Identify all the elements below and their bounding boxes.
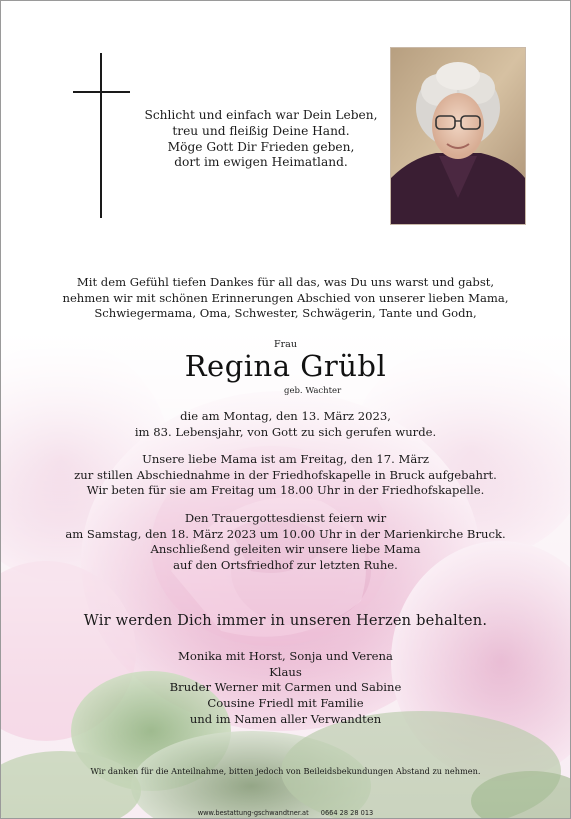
- mourner-line: und im Namen aller Verwandten: [189, 711, 382, 726]
- intro-line: Schwiegermama, Oma, Schwester, Schwägerin, Tante und Godn,: [94, 306, 477, 321]
- laying-out-line: zur stillen Abschiednahme in der Friedhofskapelle in Bruck aufgebahrt.: [74, 467, 497, 482]
- service-line: Anschließend geleiten wir unsere liebe Mama: [150, 542, 421, 557]
- poem-line: treu und fleißig Deine Hand.: [172, 123, 350, 138]
- death-line: die am Montag, den 13. März 2023,: [180, 409, 391, 423]
- mourner-line: Klaus: [269, 664, 302, 679]
- poem: [131, 108, 391, 171]
- poem-line: Schlicht und einfach war Dein Leben,: [144, 108, 378, 122]
- death-notice: [21, 409, 550, 440]
- cross-icon: [73, 53, 130, 218]
- mourner-line: Cousine Friedl mit Familie: [207, 696, 364, 711]
- footer-website: www.bestattung-gschwandtner.at: [197, 809, 309, 817]
- footer-phone: 0664 28 28 013: [320, 809, 374, 817]
- death-line: im 83. Lebensjahr, von Gott zu sich gerufen wurde.: [134, 424, 437, 439]
- thanks-note: Wir danken für die Anteilnahme, bitten jedoch von Beileidsbekundungen Abstand zu nehmen.: [90, 766, 481, 776]
- intro-line: Mit dem Gefühl tiefen Dankes für all das, was Du uns warst und gabst,: [76, 275, 495, 289]
- deceased-name: Regina Grübl: [184, 349, 387, 383]
- motto: Wir werden Dich immer in unseren Herzen behalten.: [83, 612, 488, 629]
- footer: [1, 809, 570, 817]
- portrait-photo: [390, 47, 526, 225]
- poem-line: Möge Gott Dir Frieden geben,: [167, 139, 355, 154]
- service-line: Den Trauergottesdienst feiern wir: [184, 511, 387, 525]
- title-label: Frau: [274, 339, 297, 350]
- mourner-line: Monika mit Horst, Sonja und Verena: [178, 649, 393, 663]
- poem-line: dort im ewigen Heimatland.: [174, 155, 348, 170]
- roses-background-image: [1, 331, 570, 818]
- mourner-line: Bruder Werner mit Carmen und Sabine: [169, 680, 402, 695]
- mourners-list: [21, 649, 550, 728]
- laying-out-line: Unsere liebe Mama ist am Freitag, den 17. März: [142, 452, 429, 466]
- service-line: auf den Ortsfriedhof zur letzten Ruhe.: [173, 558, 398, 573]
- service-line: am Samstag, den 18. März 2023 um 10.00 Uhr in der Marienkirche Bruck.: [65, 526, 506, 541]
- intro-line: nehmen wir mit schönen Erinnerungen Abschied von unserer lieben Mama,: [62, 290, 509, 305]
- maiden-name: geb. Wachter: [284, 386, 342, 396]
- intro-text: [21, 275, 550, 322]
- laying-out-line: Wir beten für sie am Freitag um 18.00 Uhr in der Friedhofskapelle.: [86, 483, 485, 498]
- service-notice: [21, 511, 550, 574]
- laying-out-notice: [21, 452, 550, 499]
